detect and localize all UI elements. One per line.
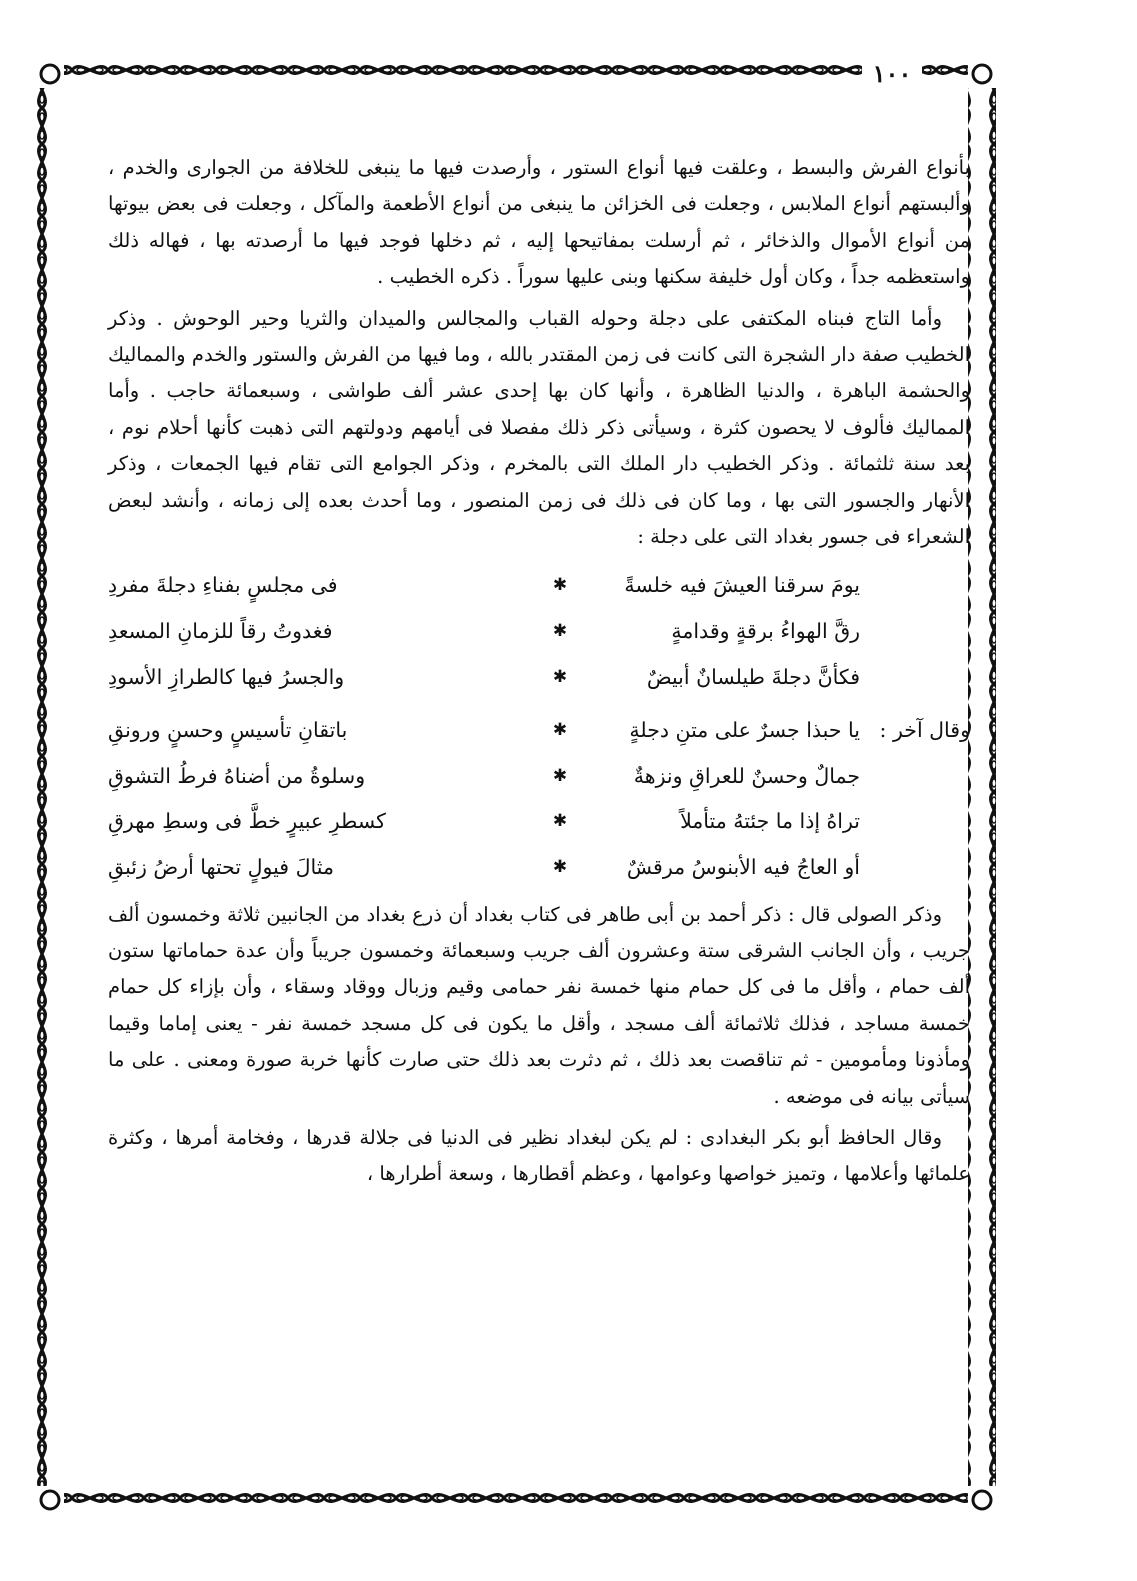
verse — [108, 754, 970, 800]
paragraph: وذكر الصولى قال : ذكر أحمد بن أبى طاهر فى كتاب بغداد أن ذرع بغداد من الجانبين ثلاثة وخمسون ألف جريب ، وأن الجانب الشرقى ستة وعشرون ألف جريب وسبعمائة وخمسون جريباً وأن عدة حماماتها ستون ألف حمام ، وأقل ما فى كل حمام منها خمسة نفر حمامى وقيم وزبال ووقاد وسقاء ، وأن بإزاء كل حمام خمسة مساجد ، فذلك ثلاثمائة ألف مسجد ، وأقل ما يكون فى كل مسجد خمسة نفر - يعنى إماما وقيما ومأذونا ومأمومين - ثم تناقصت بعد ذلك ، ثم دثرت بعد ذلك حتى صارت كأنها خربة صورة ومعنى . على ما سيأتى بيانه فى موضعه . — [108, 902, 970, 1108]
verse — [108, 845, 970, 891]
poem-2 — [108, 708, 970, 890]
hemistich: فغدوتُ رقاً للزمانِ المسعدِ — [108, 619, 333, 644]
hemistich: فكأنَّ دجلةَ طيلسانٌ أبيضٌ — [646, 664, 860, 689]
paragraph: بأنواع الفرش والبسط ، وعلقت فيها أنواع الستور ، وأرصدت فيها ما ينبغى للخلافة من الجوارى والخدم ، وألبستهم أنواع الملابس ، وجعلت فى الخزائن ما ينبغى من أنواع الأطعمة والمآكل ، وجعلت فى بعض بيوتها من أنواع الأموال والذخائر ، ثم أرسلت بمفاتيحها إليه ، ثم دخلها فوجد فيها ما أرصدته بها ، فهاله ذلك واستعظمه جداً ، وكان أول خليفة سكنها وبنى عليها سوراً . ذكره الخطيب . — [108, 156, 970, 289]
hemistich: يومَ سرقنا العيشَ فيه خلسةً — [624, 573, 860, 598]
verse — [108, 609, 970, 655]
hemistich: أو العاجُ فيه الأبنوسُ مرقشٌ — [626, 855, 860, 880]
verse-separator: ✱ — [552, 811, 568, 832]
hemistich: مثالَ فيولٍ تحتها أرضُ زئبقِ — [108, 855, 334, 880]
verse-separator: ✱ — [552, 575, 568, 596]
hemistich: يا حبذا جسرٌ على متنِ دجلةٍ — [629, 718, 860, 743]
verse — [108, 563, 970, 609]
hemistich: تراهُ إذا ما جئتهُ متأملاً — [680, 809, 860, 834]
verse — [108, 655, 970, 701]
hemistich: كسطرِ عبيرٍ خطَّ فى وسطِ مهرقِ — [108, 809, 386, 834]
paragraph: وأما التاج فبناه المكتفى على دجلة وحوله القباب والمجالس والميدان والثريا وحير الوحوش . وذكر الخطيب صفة دار الشجرة التى كانت فى زمن المقتدر بالله ، وما فيها من الفرش والستور والخدم والمماليك والحشمة الباهرة ، والدنيا الظاهرة ، وأنها كان بها إحدى عشر ألف طواشى ، وسبعمائة حاجب . وأما المماليك فألوف لا يحصون كثرة ، وسيأتى ذكر ذلك مفصلا فى أيامهم ودولتهم التى ذهبت كأنها أحلام نوم ، بعد سنة ثلثمائة . وذكر الخطيب دار الملك التى بالمخرم ، وذكر الجوامع التى تقام فيها الجمعات ، وذكر الأنهار والجسور التى بها ، وما كان فى ذلك فى زمن المنصور ، وما أحدث بعده إلى زمانه ، وأنشد لبعض الشعراء فى جسور بغداد التى على دجلة : — [108, 306, 970, 549]
speaker-label: وقال آخر : — [879, 718, 970, 743]
verse-separator: ✱ — [552, 857, 568, 878]
hemistich: والجسرُ فيها كالطرازِ الأسودِ — [108, 664, 345, 689]
verse — [108, 708, 970, 754]
hemistich: وسلوةُ من أضناهُ فرطُ التشوقِ — [108, 763, 366, 788]
page-body — [108, 150, 970, 1460]
poem-1 — [108, 563, 970, 700]
hemistich: باتقانِ تأسيسٍ وحسنٍ ورونقِ — [108, 718, 348, 743]
verse-separator: ✱ — [552, 621, 568, 642]
verse — [108, 799, 970, 845]
hemistich: فى مجلسٍ بفناءِ دجلةَ مفردِ — [108, 573, 338, 598]
hemistich: جمالٌ وحسنٌ للعراقِ ونزهةٌ — [633, 763, 860, 788]
paragraph: وقال الحافظ أبو بكر البغدادى : لم يكن لبغداد نظير فى الدنيا فى جلالة قدرها ، وفخامة أمرها ، وكثرة علمائها وأعلامها ، وتميز خواصها وعوامها ، وعظم أقطارها ، وسعة أطرارها ، — [108, 1126, 970, 1186]
hemistich: رقَّ الهواءُ برقةٍ وقدامةٍ — [671, 619, 860, 644]
verse-separator: ✱ — [552, 666, 568, 687]
verse-separator: ✱ — [552, 720, 568, 741]
page-number: ١٠٠ — [862, 60, 922, 88]
verse-separator: ✱ — [552, 765, 568, 786]
